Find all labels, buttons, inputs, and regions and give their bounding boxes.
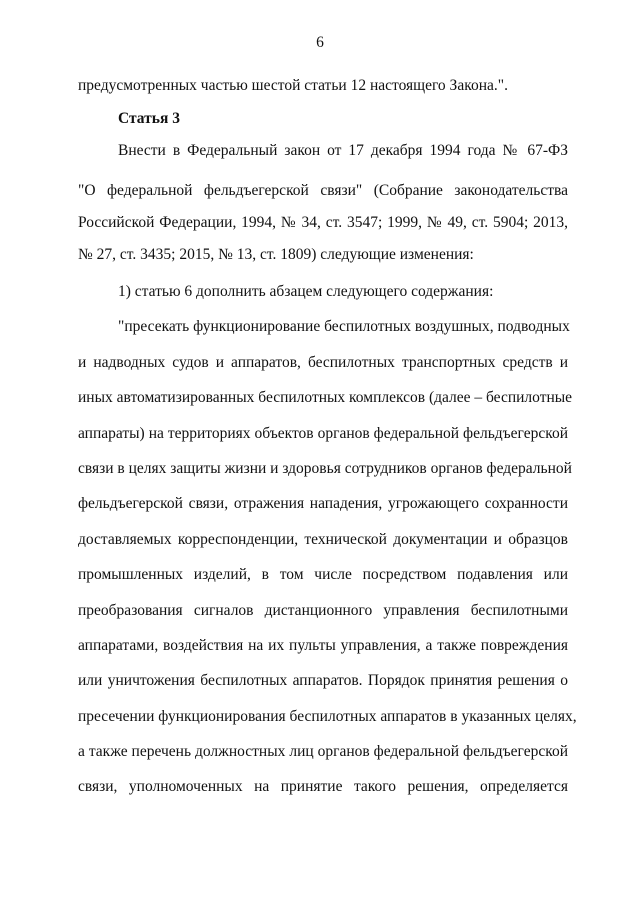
text-line: аппаратами, воздействия на их пульты управления, а также повреждения — [78, 637, 568, 654]
text-line: а также перечень должностных лиц органов федеральной фельдъегерской — [78, 743, 568, 760]
text-line: доставляемых корреспонденции, технической документации и образцов — [78, 531, 568, 548]
text-line: Внести в Федеральный закон от 17 декабря 1994 года № 67-ФЗ — [118, 142, 568, 159]
text-line: "О федеральной фельдъегерской связи" (Собрание законодательства — [78, 182, 568, 199]
article-heading: Статья 3 — [118, 110, 180, 127]
text-line: предусмотренных частью шестой статьи 12 настоящего Закона.". — [78, 77, 508, 94]
text-line: промышленных изделий, в том числе посредством подавления или — [78, 566, 568, 583]
text-line: связи, уполномоченных на принятие такого решения, определяется — [78, 778, 568, 795]
text-line: фельдъегерской связи, отражения нападения, угрожающего сохранности — [78, 495, 568, 512]
text-line: преобразования сигналов дистанционного управления беспилотными — [78, 602, 568, 619]
page-number: 6 — [316, 34, 324, 51]
text-line: и надводных судов и аппаратов, беспилотных транспортных средств и — [78, 354, 568, 371]
text-line: аппараты) на территориях объектов органов федеральной фельдъегерской — [78, 425, 568, 442]
text-line: иных автоматизированных беспилотных комплексов (далее – беспилотные — [78, 389, 573, 406]
text-line: "пресекать функционирование беспилотных воздушных, подводных — [118, 318, 570, 335]
text-line: № 27, ст. 3435; 2015, № 13, ст. 1809) следующие изменения: — [78, 246, 474, 263]
text-line: Российской Федерации, 1994, № 34, ст. 3547; 1999, № 49, ст. 5904; 2013, — [78, 214, 568, 231]
text-line: пресечении функционирования беспилотных аппаратов в указанных целях, — [78, 708, 577, 725]
text-line: или уничтожения беспилотных аппаратов. Порядок принятия решения о — [78, 672, 568, 689]
text-line: 1) статью 6 дополнить абзацем следующего содержания: — [118, 283, 494, 300]
text-line: связи в целях защиты жизни и здоровья сотрудников органов федеральной — [78, 460, 572, 477]
